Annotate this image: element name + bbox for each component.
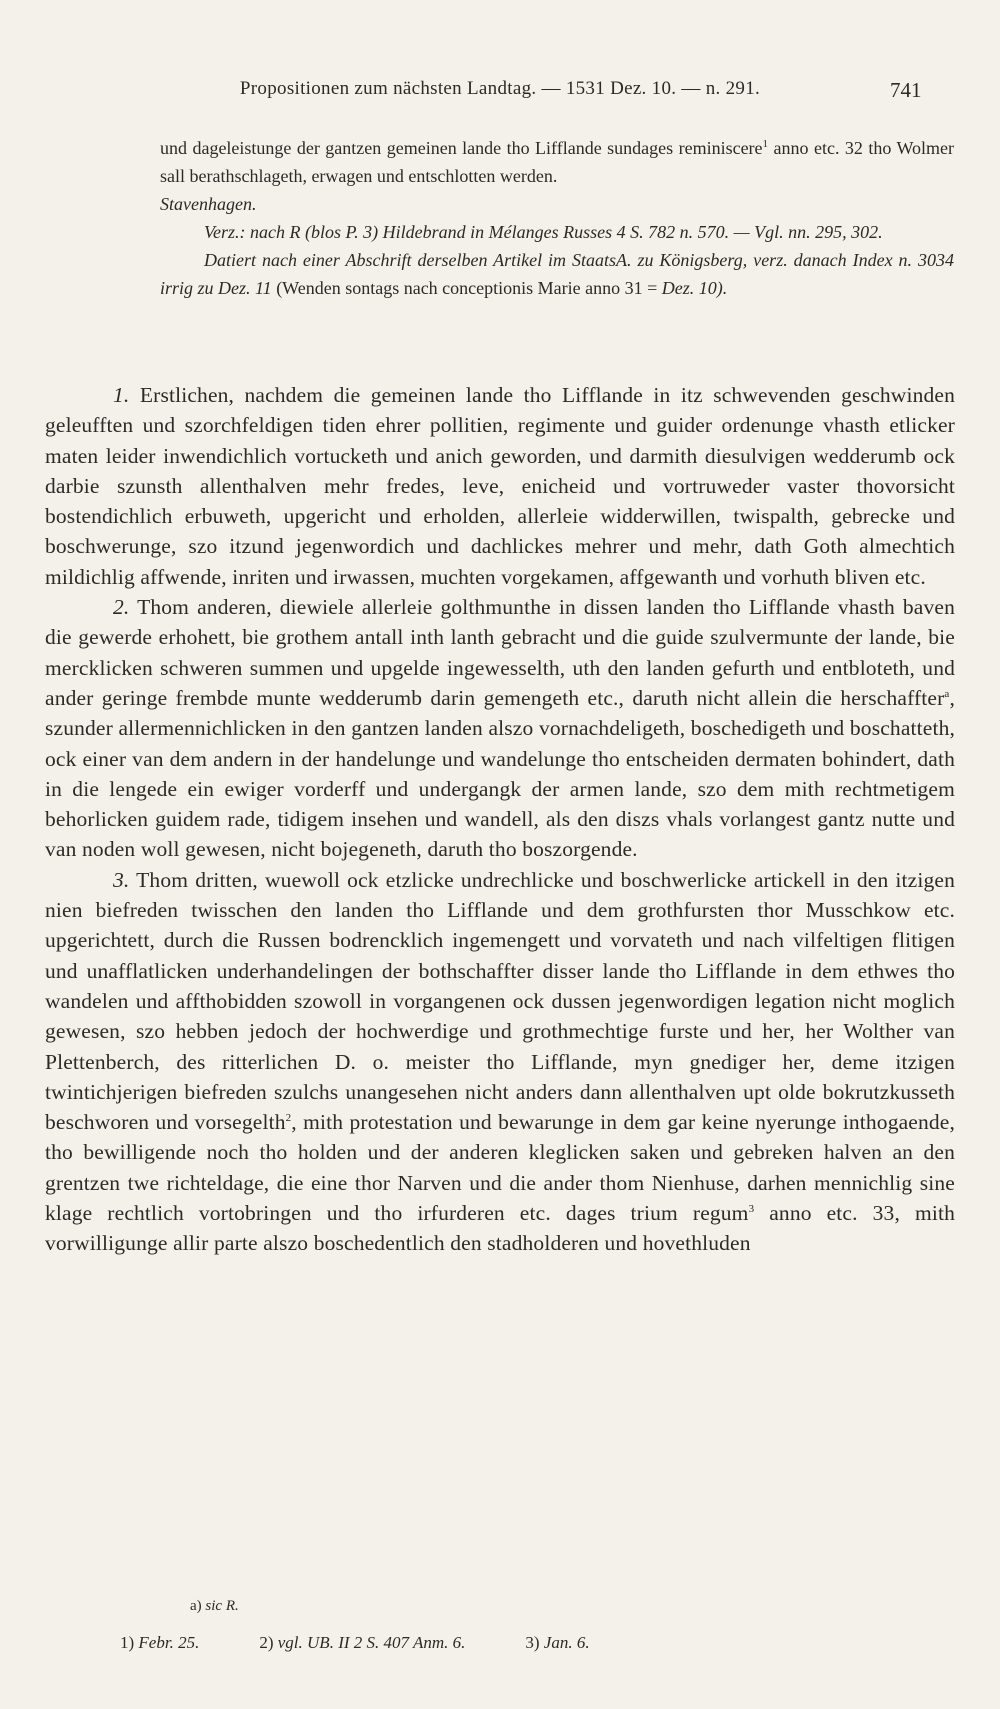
footnote-ref-3: 3 bbox=[748, 1202, 755, 1215]
document-body bbox=[45, 380, 955, 1259]
footnote-1: 1) Febr. 25. bbox=[120, 1633, 200, 1652]
footnote-ref-1: 1 bbox=[762, 138, 769, 150]
signer: Stavenhagen. bbox=[160, 194, 257, 214]
page-number: 741 bbox=[890, 78, 922, 102]
article-3: 3. Thom dritten, wuewoll ock etzlicke undrechlicke und boschwerlicke artickell in den itzigen nien biefreden twisschen den landen tho Lifflande und dem grothfursten thor Musschkow etc. upgerichtett, durch die Russen bodrencklich ingemengett und vorvateth und nach vilfeltigen flitigen und unafflatlicken underhandelingen der bothschaffter disser lande tho Lifflande in dem ethwes tho wandelen und affthobidden szowoll in vorgangenen ock dussen jegenwordigen legation nicht moglich gewesen, szo hebben jedoch der hochwerdige und grothmechtige furste und her, her Wolther van Plettenberch, des ritterlichen D. o. meister tho Lifflande, myn gnediger her, deme itzigen twintichjerigen biefreden szulchs unangesehen nicht anders dann allenthalven upt olde bokrutzkusseth beschworen und vorsegelth$^2$, mith protestation und bewarunge in dem gar keine nyerunge inthogaende, tho bewilligende noch tho holden und der anderen kleglicken saken und gebreken halven an den grentzen twe richteldage, die eine thor Narven und die ander thom Nienhuse, darhen mennichlig sine klage rechtlich vortobringen und tho irfurderen etc. dages trium regum$^3$ anno etc. 33, mith vorwilligunge allir parte alszo boschedentlich den stadholderen und hovethluden bbox=[45, 867, 955, 1256]
running-header: Propositionen zum nächsten Landtag. — 1531 Dez. 10. — n. 291. bbox=[239, 78, 761, 99]
footnote-a: a) sic R. bbox=[190, 1598, 239, 1614]
heading-text: und dageleistunge der gantzen gemeinen lande tho Lifflande sundages reminiscere$^1$ anno etc. 32 tho Wolmer sall berathschlageth, erwagen und entschlotten werden. bbox=[160, 138, 955, 186]
footnote-row bbox=[120, 1633, 920, 1653]
footnote-ref-a: a bbox=[944, 687, 950, 700]
footnote-2: 2) vgl. UB. II 2 S. 407 Anm. 6. bbox=[259, 1633, 466, 1652]
footnote-ref-2: 2 bbox=[285, 1111, 292, 1124]
footnote-3: 3) Jan. 6. bbox=[525, 1633, 590, 1652]
footnotes bbox=[120, 1598, 920, 1653]
dated-note: Datiert nach einer Abschrift derselben Artikel im StaatsA. zu Königsberg, verz. danach Index n. 3034 irrig zu Dez. 11 (Wenden sontags nach conceptionis Marie anno 31 = Dez. 10). bbox=[160, 250, 954, 298]
verz-note: Verz.: nach R (blos P. 3) Hildebrand in Mélanges Russes 4 S. 782 n. 570. — Vgl. nn. 295, 302. bbox=[204, 222, 883, 242]
document-heading bbox=[160, 134, 954, 302]
article-1: 1. Erstlichen, nachdem die gemeinen lande tho Lifflande in itz schwevenden geschwinden geleufften und szorchfeldigen tiden ehrer pollitien, regimente und guider ordenunge vhasth etlicker maten leider inwendichlich vortucketh und anich geworden, und darmith diesulvigen wedderumb ock darbie szunsth allenthalven mehr fredes, leve, enicheid und vortruweder vaster thovorsicht bostendichlich erbuweth, upgericht und erholden, allerleie widderwillen, twispalth, gebrecke und boschwerunge, szo itzund jegenwordich und dachlickes mehrer und mehr, dath Goth almechtich mildichlig affwende, inriten und irwassen, muchten vorgekamen, affgewanth und vorhuth bliven etc. bbox=[45, 383, 955, 589]
article-2: 2. Thom anderen, diewiele allerleie golthmunthe in dissen landen tho Lifflande vhasth baven die gewerde erhohett, bie grothem antall inth lanth gebracht und die guide szulvermunte der lande, bie mercklicken schweren summen und upgelde ingewesselth, uth den landen gefurth und entbloteth, und ander geringe frembde munte wedderumb darin gemengeth etc., daruth nicht allein die herschaffter$^a$, szunder allermennichlicken in den gantzen landen alszo vornachdeligeth, boschedigeth und boschatteth, ock einer van dem andern in der handelunge und wandelunge tho entscheiden dermaten bohindert, dath in die lengede ein ewiger vorderff und undergangk der armen lande, szo dem mith rechtmetigem behorlicken guidem rade, tidigem insehen und wandell, als den diszs vhals vorlangest gantz nutte und van noden woll gewesen, nicht bojegeneth, daruth tho boszorgende. bbox=[45, 595, 955, 862]
